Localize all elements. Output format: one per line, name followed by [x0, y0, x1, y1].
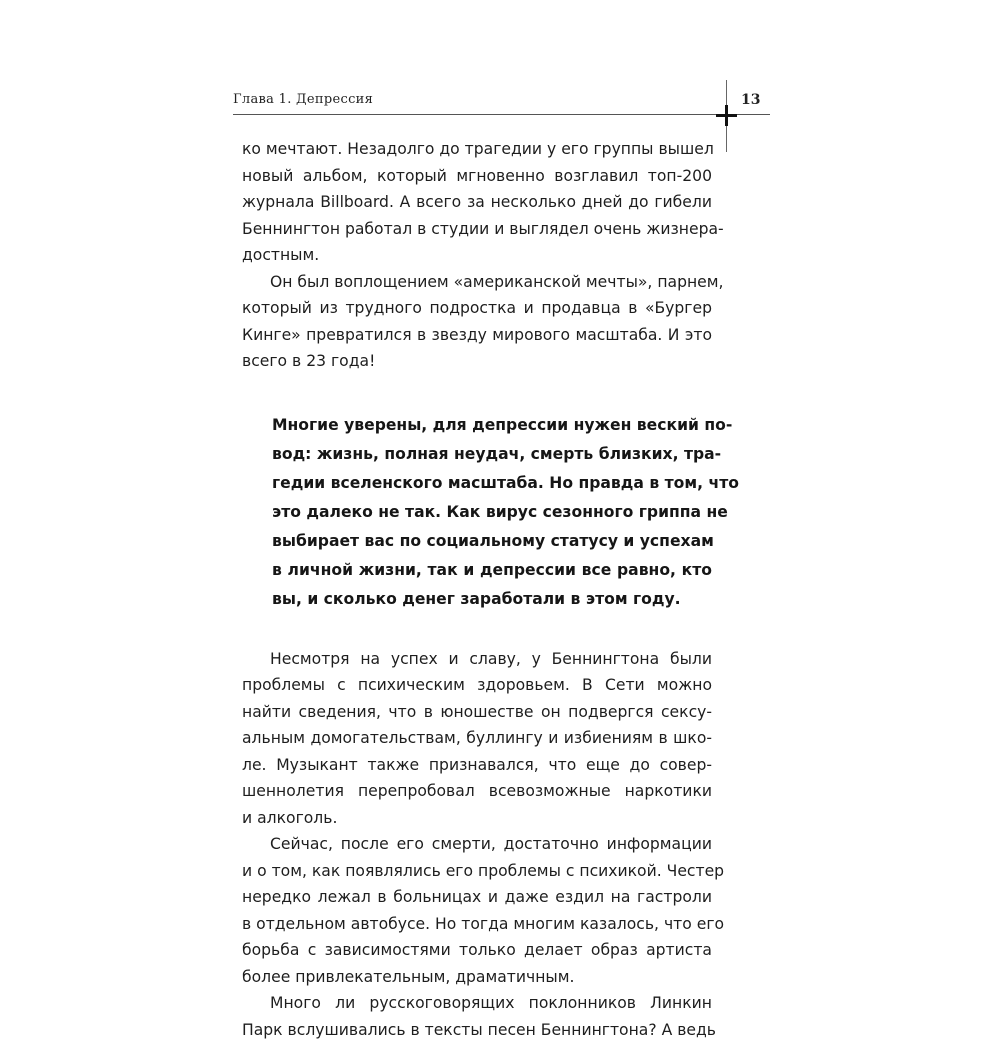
text-line: Несмотря на успех и славу, у Беннингтона были	[242, 646, 712, 673]
text-line: Много ли русскоговорящих поклонников Линкин	[242, 990, 712, 1017]
text-line: альным домогательствам, буллингу и избиениям в шко-	[242, 725, 712, 752]
text-line: Беннингтон работал в студии и выглядел очень жизнера-	[242, 216, 712, 243]
text-line: шеннолетия перепробовал всевозможные наркотики	[242, 778, 712, 805]
text-line: в отдельном автобусе. Но тогда многим казалось, что его	[242, 911, 712, 938]
text-line: более привлекательным, драматичным.	[242, 964, 712, 991]
quote-line: Многие уверены, для депрессии нужен веский по-	[272, 411, 712, 440]
quote-line: это далеко не так. Как вирус сезонного гриппа не	[272, 498, 712, 527]
text-body	[242, 136, 712, 1043]
paragraph-2	[242, 269, 712, 375]
text-line: новый альбом, который мгновенно возглавил топ-200	[242, 163, 712, 190]
pull-quote	[272, 411, 712, 614]
paragraph-1	[242, 136, 712, 269]
text-line: найти сведения, что в юношестве он подвергся сексу-	[242, 699, 712, 726]
text-line: нередко лежал в больницах и даже ездил на гастроли	[242, 884, 712, 911]
paragraph-5	[242, 990, 712, 1043]
text-line: который из трудного подростка и продавца в «Бургер	[242, 295, 712, 322]
text-line: Он был воплощением «американской мечты», парнем,	[242, 269, 712, 296]
text-line: ко мечтают. Незадолго до трагедии у его группы вышел	[242, 136, 712, 163]
quote-line: вод: жизнь, полная неудач, смерть близких, тра-	[272, 440, 712, 469]
text-line: и алкоголь.	[242, 805, 712, 832]
quote-line: вы, и сколько денег заработали в этом году.	[272, 585, 712, 614]
header-rule	[233, 114, 770, 115]
text-line: проблемы с психическим здоровьем. В Сети можно	[242, 672, 712, 699]
text-line: борьба с зависимостями только делает образ артиста	[242, 937, 712, 964]
text-line: Сейчас, после его смерти, достаточно информации	[242, 831, 712, 858]
running-head: Глава 1. Депрессия	[233, 92, 373, 107]
quote-line: гедии вселенского масштаба. Но правда в том, что	[272, 469, 712, 498]
text-line: Кинге» превратился в звезду мирового масштаба. И это	[242, 322, 712, 349]
quote-line: выбирает вас по социальному статусу и успехам	[272, 527, 712, 556]
paragraph-4	[242, 831, 712, 990]
cross-icon	[716, 105, 737, 126]
text-line: ле. Музыкант также признавался, что еще до совер-	[242, 752, 712, 779]
text-line: достным.	[242, 242, 712, 269]
text-line: журнала Billboard. А всего за несколько дней до гибели	[242, 189, 712, 216]
text-line: Парк вслушивались в тексты песен Беннингтона? А ведь	[242, 1017, 712, 1043]
text-line: и о том, как появлялись его проблемы с психикой. Честер	[242, 858, 712, 885]
text-line: всего в 23 года!	[242, 348, 712, 375]
paragraph-3	[242, 646, 712, 832]
quote-line: в личной жизни, так и депрессии все равно, кто	[272, 556, 712, 585]
page-number: 13	[741, 92, 760, 108]
